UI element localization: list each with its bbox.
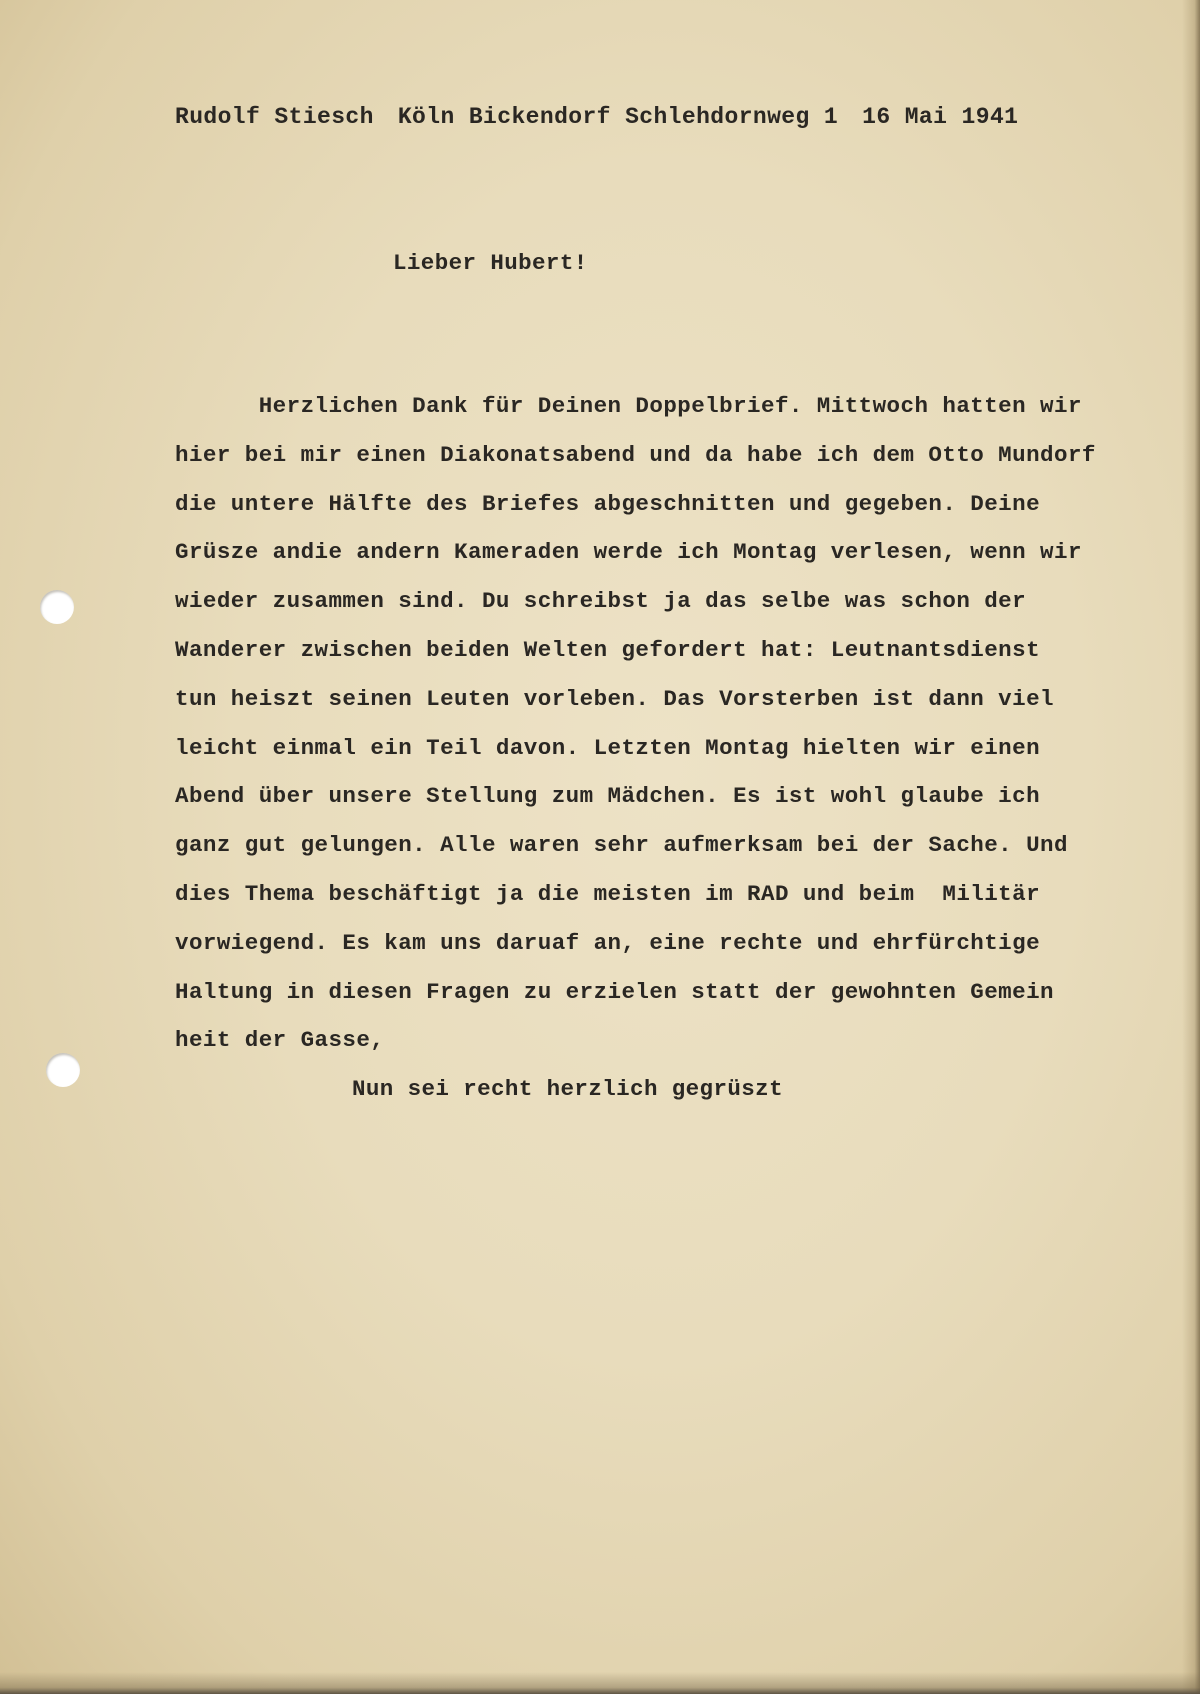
body-line: Abend über unsere Stellung zum Mädchen. Es ist wohl glaube ich [175,783,1041,810]
salutation: Lieber Hubert! [393,250,588,276]
body-line: Grüsze andie andern Kameraden werde ich Montag verlesen, wenn wir [175,539,1082,566]
paper-edge-bottom [0,1672,1200,1694]
sender-address: Köln Bickendorf Schlehdornweg 1 [397,104,839,130]
body-line: leicht einmal ein Teil davon. Letzten Montag hielten wir einen [175,734,1041,761]
punch-hole [46,1053,80,1087]
closing-line: Nun sei recht herzlich gegrüszt [352,1076,783,1102]
body-line: vorwiegend. Es kam uns daruaf an, eine rechte und ehrfürchtige [175,929,1041,956]
body-line: wieder zusammen sind. Du schreibst ja das selbe was schon der [175,588,1027,615]
letter-body [175,392,1096,1075]
letter-date: 16 Mai 1941 [862,104,1019,130]
paper-edge-right [1182,0,1200,1694]
body-line: hier bei mir einen Diakonatsabend und da habe ich dem Otto Mundorf [175,441,1096,468]
body-line: Haltung in diesen Fragen zu erzielen statt der gewohnten Gemein [175,978,1054,1005]
sender-name: Rudolf Stiesch [175,104,374,130]
body-line: Wanderer zwischen beiden Welten gefordert hat: Leutnantsdienst [175,636,1041,663]
body-line: ganz gut gelungen. Alle waren sehr aufmerksam bei der Sache. Und [175,832,1068,859]
letter-header [175,104,1018,130]
body-line: tun heiszt seinen Leuten vorleben. Das Vorsterben ist dann viel [175,685,1054,712]
body-line: dies Thema beschäftigt ja die meisten im RAD und beim Militär [175,880,1041,907]
body-line: die untere Hälfte des Briefes abgeschnitten und gegeben. Deine [175,490,1041,517]
body-line: heit der Gasse, [175,1027,385,1054]
body-line: Herzlichen Dank für Deinen Doppelbrief. Mittwoch hatten wir [175,393,1082,419]
punch-hole [40,590,74,624]
